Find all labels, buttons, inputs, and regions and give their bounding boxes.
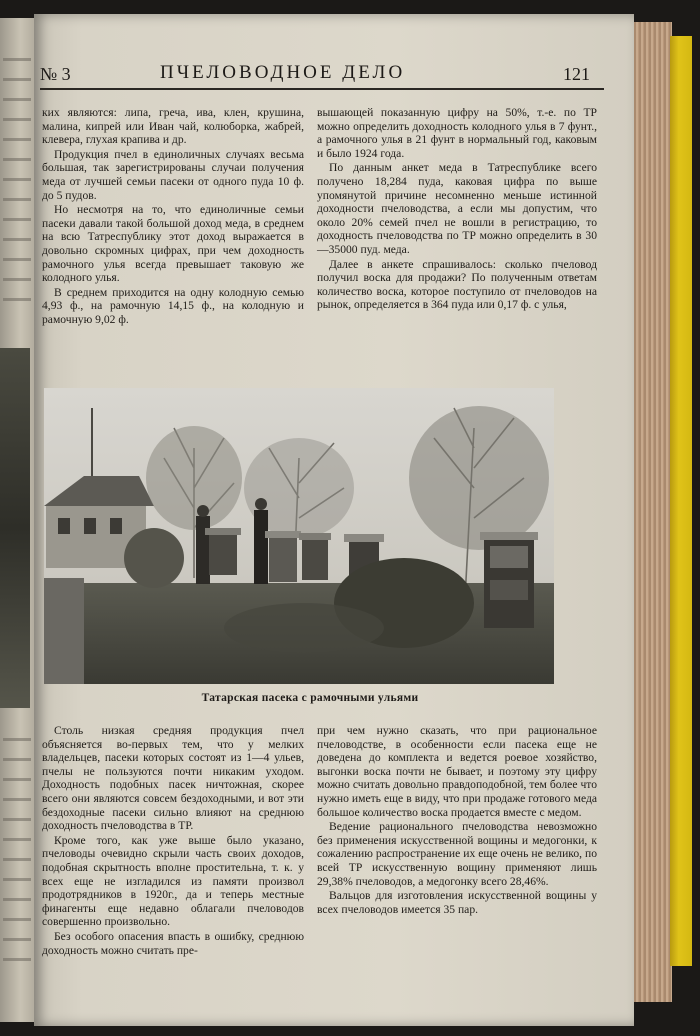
apiary-photo — [44, 388, 554, 684]
book-cover-edge — [670, 36, 692, 966]
page-edges — [634, 22, 672, 1002]
issue-number: № 3 — [40, 64, 71, 84]
previous-page-edge — [0, 18, 34, 1022]
paragraph: при чем нужно сказать, что при рациональное пчеловодстве, в особенности если пасека еще не доведена до комплекта и ведется роевое хозяйство, выгонки воска почти не бывает, и поэтому эту цифру можно считать довольно правдоподобной, тем более что нужно иметь еще в виду, что при продаже готового меда большое количество воска продается вместе с медом. — [317, 724, 597, 819]
paragraph: По данным анкет меда в Татреспублике всего получено 18,284 пуда, каковая цифра по выше упомянутой причине несомненно меньше истинной доходности пчеловодства, а если мы допустим, что около 20% семей пчел не вошли в регистрацию, то доходность пчеловодства по ТР можно определить в 30—35000 пуд. меда. — [317, 161, 597, 256]
paragraph: Вальцов для изготовления искусственной вощины у всех пчеловодов имеется 35 пар. — [317, 889, 597, 916]
paragraph: Кроме того, как уже выше было указано, пчеловоды очевидно скрыли часть своих доходов, подобная скрытность вполне простительна, т. к. у всех еще не изгладился из памяти произвол продотрядников в 1920г., да и теперь местные финагенты еще недавно облагали пчеловодов совершенно произвольно. — [42, 833, 304, 929]
text-column-top-left — [42, 106, 304, 328]
text-column-bottom-right — [317, 724, 597, 917]
paragraph: Но несмотря на то, что единоличные семьи пасеки давали такой большой доход меда, в среднем на всю Татреспублику этот доход выражается в довольно скромных цифрах, при чем доходность рамочного улья всегда превышает таковую же колодного улья. — [42, 203, 304, 285]
journal-title: ПЧЕЛОВОДНОЕ ДЕЛО — [160, 62, 406, 83]
text-column-bottom-left — [42, 724, 304, 958]
photo-caption: Татарская пасека с рамочными ульями — [201, 692, 419, 704]
page-number: 121 — [563, 64, 590, 84]
paragraph: вышающей показанную цифру на 50%, т.-е. по ТР можно определить доходность колодного улья в 7 фунт., а рамочного улья в 21 фунт в нормальный год, каковым и было 1924 года. — [317, 106, 597, 160]
paragraph: Продукция пчел в единоличных случаях весьма большая, так зарегистрированы случаи получения меда от лучшей семьи пасеки от одного пуда 10 ф. до 5 пудов. — [42, 147, 304, 202]
paragraph: Ведение рационального пчеловодства невозможно без применения искусственной вощины и медогонки, к сожалению распространение их еще очень не велико, по всей ТР искусственную вощину применяют лишь 29,38% пчеловодов, а медогонку всего 28,46%. — [317, 820, 597, 888]
paragraph: В среднем приходится на одну колодную семью 4,93 ф., на рамочную 14,15 ф., на колодную и рамочную 9,02 ф. — [42, 285, 304, 326]
text-column-top-right — [317, 106, 597, 313]
paragraph: Столь низкая средняя продукция пчел объясняется во-первых тем, что у мелких владельцев, пасеки которых состоят из 1—4 ульев, пчелы не пользуются почти никаким уходом. Доходность подобных пасек ничтожная, скорее всего они являются совсем бездоходными, и вот эти бездоходные пасеки сильно влияют на среднюю доходность пчеловодства в ТР. — [42, 724, 304, 833]
book-page — [34, 14, 634, 1026]
paragraph: ких являются: липа, греча, ива, клен, крушина, малина, кипрей или Иван чай, колюборка, жабрей, клевера, глухая крапива и др. — [42, 106, 304, 147]
paragraph: Без особого опасения впасть в ошибку, среднюю доходность можно считать пре- — [42, 929, 304, 957]
paragraph: Далее в анкете спрашивалось: сколько пчеловод получил воска для продажи? По полученным ответам количество воска, которое поступило от пчеловодов на рынок, определяется в 364 пуда или 0,17 ф. с улья, — [317, 257, 597, 312]
running-header — [40, 62, 604, 90]
